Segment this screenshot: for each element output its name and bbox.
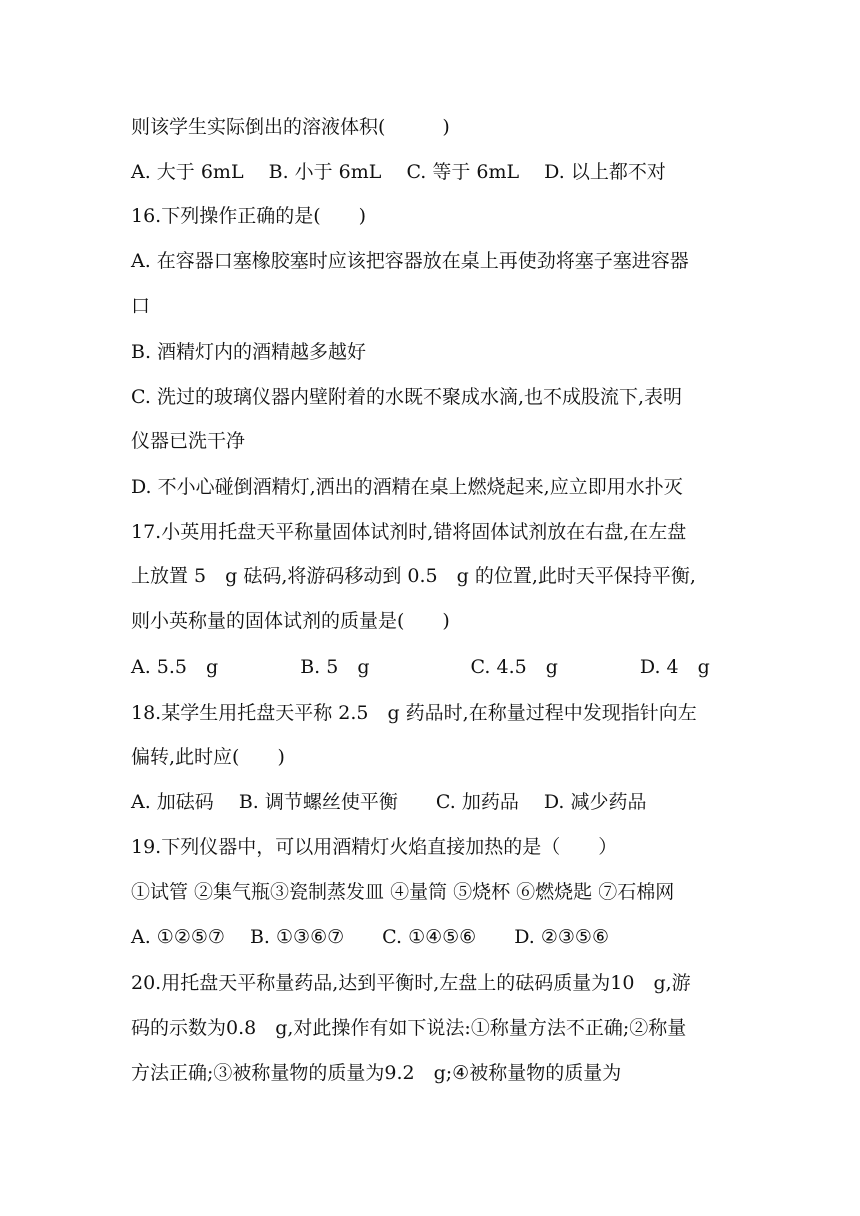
text-line-2: A. 大于 6mL B. 小于 6mL C. 等于 6mL D. 以上都不对 (131, 161, 666, 183)
text-line-5: 口 (131, 295, 151, 317)
text-line-20: 20.用托盘天平称量药品,达到平衡时,左盘上的砝码质量为10 g,游 (131, 972, 691, 994)
text-line-3: 16.下列操作正确的是( ) (131, 205, 367, 227)
text-line-7: C. 洗过的玻璃仪器内壁附着的水既不聚成水滴,也不成股流下,表明 (131, 386, 683, 408)
text-line-4: A. 在容器口塞橡胶塞时应该把容器放在桌上再使劲将塞子塞进容器 (131, 250, 689, 272)
text-line-6: B. 酒精灯内的酒精越多越好 (131, 341, 367, 363)
text-line-11: 上放置 5 g 砝码,将游码移动到 0.5 g 的位置,此时天平保持平衡, (131, 565, 696, 587)
text-line-17: 19.下列仪器中，可以用酒精灯火焰直接加热的是（ ） (131, 836, 618, 858)
text-line-22: 方法正确;③被称量物的质量为9.2 g;④被称量物的质量为 (131, 1062, 622, 1084)
text-line-13: A. 5.5 g B. 5 g C. 4.5 g D. 4 g (131, 656, 710, 678)
text-line-19: A. ①②⑤⑦ B. ①③⑥⑦ C. ①④⑤⑥ D. ②③⑤⑥ (131, 926, 609, 948)
text-line-12: 则小英称量的固体试剂的质量是( ) (131, 610, 450, 632)
text-line-18: ①试管 ②集气瓶③瓷制蒸发皿 ④量筒 ⑤烧杯 ⑥燃烧匙 ⑦石棉网 (131, 881, 675, 903)
text-line-1: 则该学生实际倒出的溶液体积( ) (131, 116, 450, 138)
text-line-10: 17.小英用托盘天平称量固体试剂时,错将固体试剂放在右盘,在左盘 (131, 521, 687, 543)
text-line-16: A. 加砝码 B. 调节螺丝使平衡 C. 加药品 D. 减少药品 (131, 791, 647, 813)
text-line-15: 偏转,此时应( ) (131, 746, 285, 768)
text-line-8: 仪器已洗干净 (131, 430, 246, 452)
text-line-9: D. 不小心碰倒酒精灯,洒出的酒精在桌上燃烧起来,应立即用水扑灭 (131, 476, 683, 498)
text-line-14: 18.某学生用托盘天平称 2.5 g 药品时,在称量过程中发现指针向左 (131, 702, 697, 724)
text-line-21: 码的示数为0.8 g,对此操作有如下说法:①称量方法不正确;②称量 (131, 1017, 687, 1039)
